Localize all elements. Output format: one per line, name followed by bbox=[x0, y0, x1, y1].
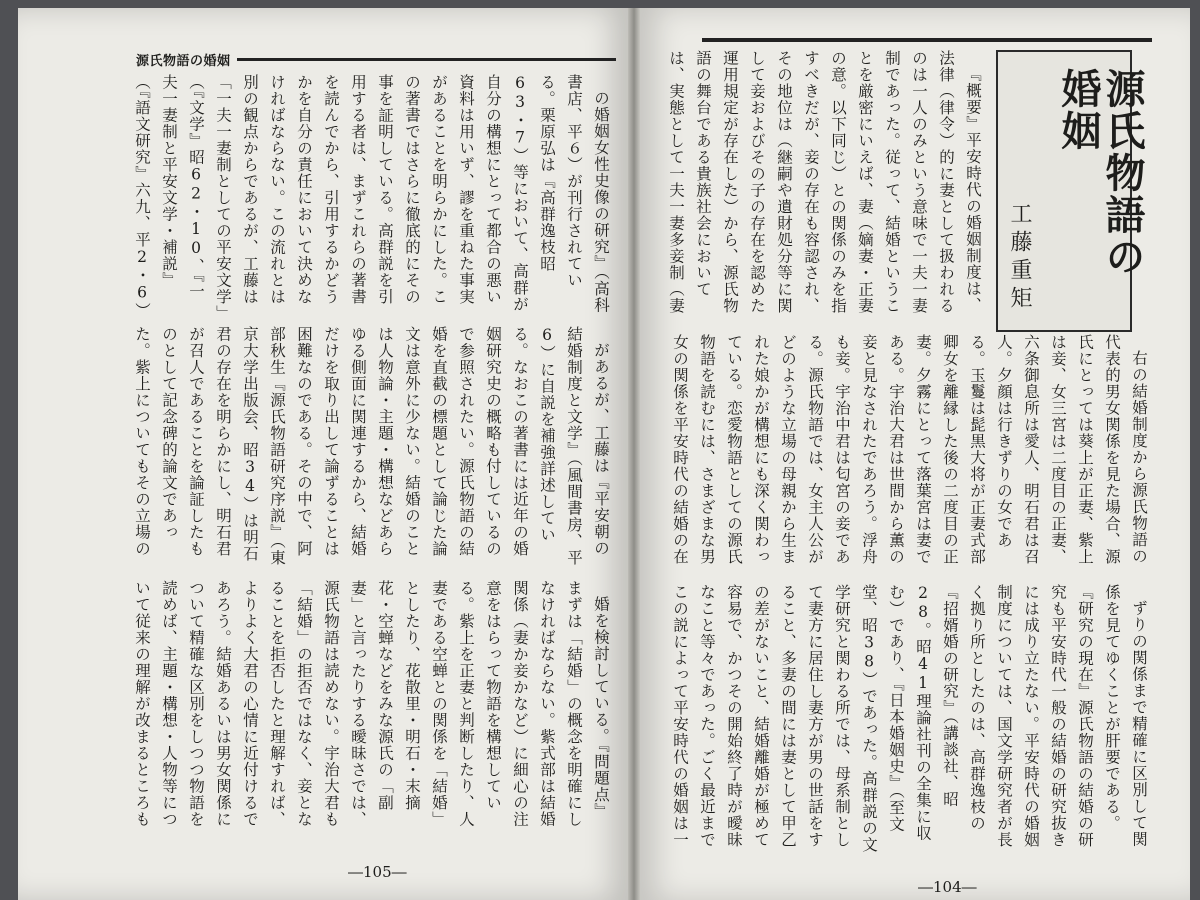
article-title-box bbox=[996, 50, 1145, 332]
article-author: 工藤重矩 bbox=[1007, 202, 1032, 314]
book-spread bbox=[18, 8, 1190, 900]
right-bottom-text: ずりの関係まで精確に区別して関係を見てゆくことが肝要である。『研究の現在』源氏物語の結婚の研究も平安時代一般の結婚の研究抜きには成り立たない。平安時代の婚姻制度については、国文学研究者が長く拠り所としたのは、高群逸枝の『招婿婚の研究』（講談社、昭28。昭41理論社刊の全集に収む）であり、『日本婚姻史』（至文堂、昭38）であった。高群説の文学研究と関わる所では、母系制として妻方に居住し妻方が男の世話をすること、多妻の間には妻として甲乙の差がないこと、結婚離婚が極めて容易で、かつその開始終了時が曖昧なこと等々であった。ごく最近までこの説によって平安時代の婚姻は一 bbox=[671, 584, 1148, 853]
top-rule-right bbox=[702, 38, 1152, 42]
left-upper-text: の婚姻女性史像の研究』（高科書店、平６）が刊行されている。栗原弘は『高群逸枝昭63・7）等において、高群が自分の構想にとって都合の悪い資料は用いず、謬を重ねた事実があることを明らかにした。この著書ではさらに徹底的にその事を証明している。高群説を引用する者は、まずこれらの著書を読んでから、引用するかどうかを自分の責任において決めなければならない。この流れとは別の観点からであるが、工藤は「一夫一妻制としての平安文学」（『文学』昭62・10、『一夫一妻制と平安文学・補説』（『語文研究』六九、平2・6） bbox=[133, 74, 610, 314]
right-upper-text: 『概要』平安時代の婚姻制度は、法律（律令）的に妻として扱われるのは一人のみという意味で一夫一妻制であった。従って、結婚ということを厳密にいえば、妻（嫡妻・正妻の意。以下同じ）との関係のみを指すべきだが、妾の存在も容認され、その地位は（継嗣や遺財処分等に関して妾およびその子の存在を認めた運用規定が存在した）から、源氏物語の舞台である貴族社会においては、実態として一夫一妻多妾制（妻 bbox=[667, 50, 982, 314]
page-number-left: ―105― bbox=[348, 863, 407, 881]
running-head-rule bbox=[237, 58, 616, 61]
left-lower-column bbox=[128, 326, 614, 566]
book-gutter bbox=[628, 8, 640, 900]
left-bottom-column bbox=[128, 580, 614, 830]
left-upper-column bbox=[128, 74, 614, 314]
article-title: 源氏物語の婚姻 bbox=[1055, 68, 1145, 278]
running-head-text: 源氏物語の婚姻 bbox=[136, 50, 237, 69]
left-bottom-text: 婚を検討している。『問題点』まずは「結婚」の概念を明確にしなければならない。紫式部は結婚関係（妻か妾かなど）に細心の注意をはらって物語を構想している。紫上を正妻と判断したり、人妻である空蝉との関係を「結婚」としたり、花散里・明石・末摘花・空蝉などをみな源氏の「副妻」と言ったりする曖昧さでは、源氏物語は読めない。宇治大君も「結婚」の拒否ではなく、妾となることを拒否したと理解すれば、よりよく大君の心情に近付けるであろう。結婚あるいは男女関係について精確な区別をしつつ物語を読めば、主題・構想・人物等について従来の理解が改まるところも bbox=[133, 580, 610, 828]
left-lower-text: があるが、工藤は『平安朝の結婚制度と文学』（風間書房、平6）に自説を補強詳述している。なおこの著書には近年の婚姻研究史の概略も付しているので参照されたい。源氏物語の結婚を直截の標題として論じた論文は意外に少ない。結婚のことは人物論・主題・構想などあらゆる側面に関連するから、結婚だけを取り出して論ずることは困難なのである。その中で、阿部秋生『源氏物語研究序説』（東京大学出版会、昭34）は明石君の存在を明らかにし、明石君が召人であることを論証したものとして記念碑的論文であった。紫上についてもその立場の bbox=[133, 326, 610, 566]
right-lower-text: 右の結婚制度から源氏物語の代表的男女関係を見た場合、源氏にとっては葵上が正妻、紫上は妾、女三宮は二度目の正妻、六条御息所は愛人、明石君は召人。夕顔は行きずりの女である。玉鬘は髭黒大将が正妻式部卿女を離縁した後の二度目の正妻。夕霧にとって落葉宮は妻である。宇治大君は世間から薫の妾と見なされたであろう。浮舟も妾。宇治中君は匂宮の妾である。源氏物語では、女主人公がどのような立場の母親から生まれた娘かが構想にも深く関わっている。恋愛物語としての源氏物語を読むには、さまざまな男女の関係を平安時代の結婚の在 bbox=[671, 334, 1148, 565]
right-bottom-column bbox=[666, 584, 1152, 854]
page-number-right: ―104― bbox=[918, 878, 977, 896]
right-upper-column bbox=[666, 50, 986, 320]
running-head bbox=[136, 50, 616, 68]
right-lower-column bbox=[666, 334, 1152, 570]
